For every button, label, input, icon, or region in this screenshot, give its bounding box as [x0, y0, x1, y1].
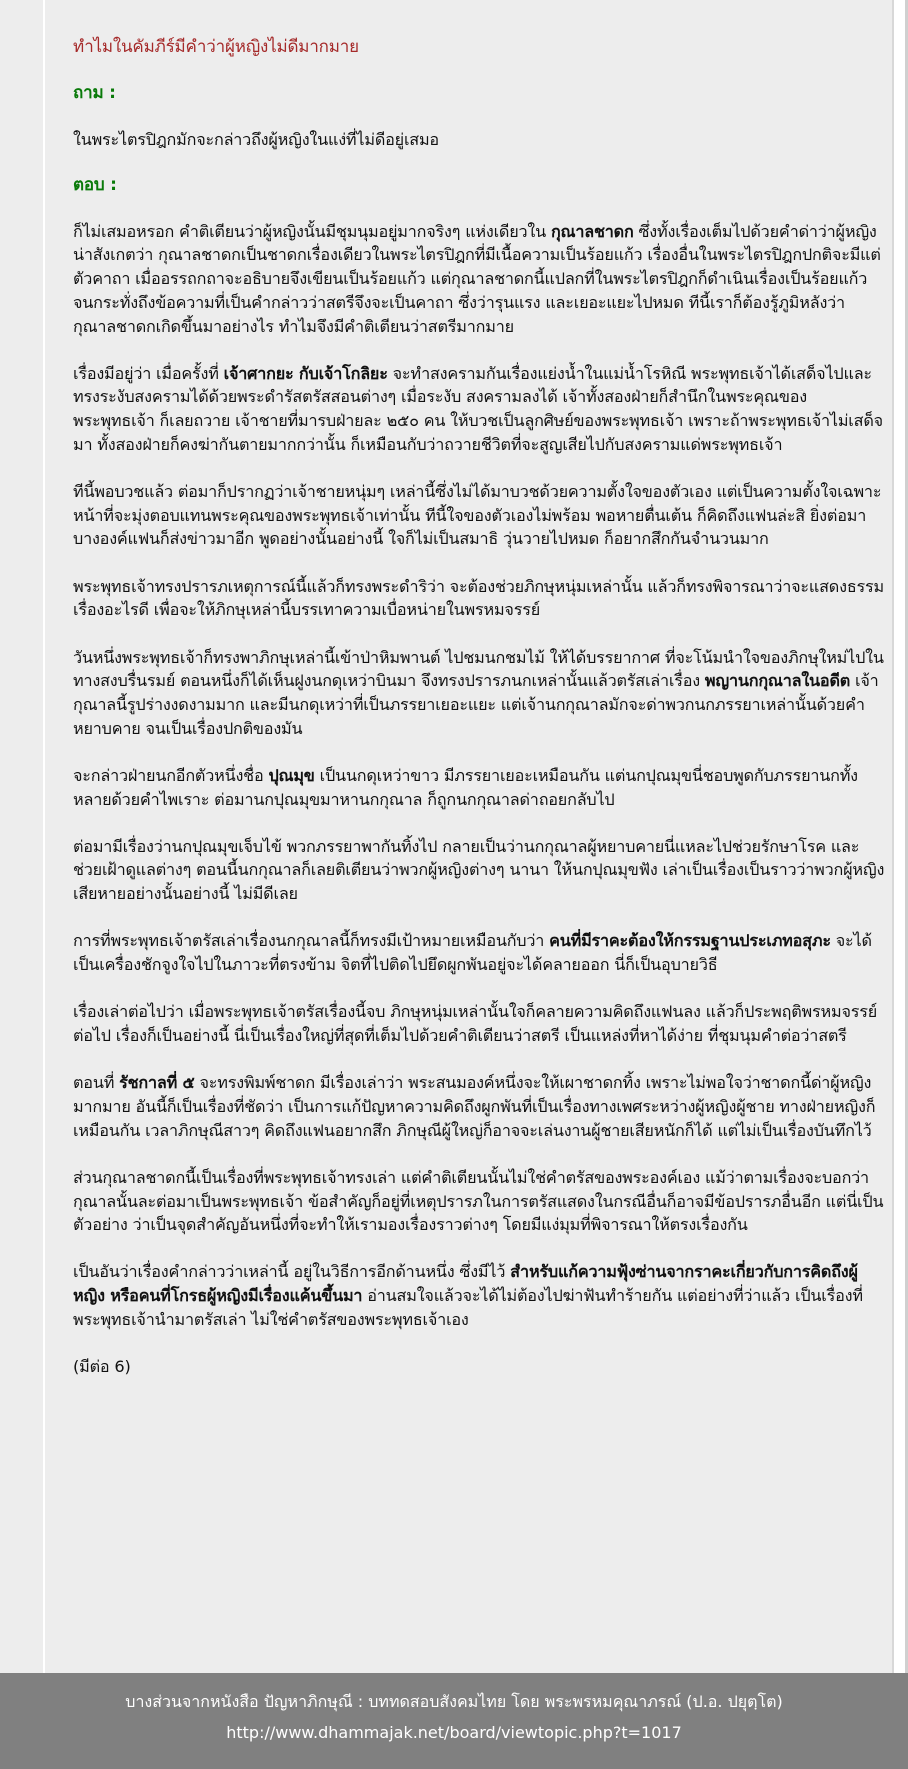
answer-paragraph: [73, 575, 885, 622]
question-label: ถาม :: [73, 83, 116, 103]
answer-paragraph: [73, 362, 885, 457]
paragraph-bold-text: สำหรับแก้ความฟุ้งซ่านจากราคะเกี่ยวกับการคิดถึงผู้หญิง หรือคนที่โกรธผู้หญิงมีเรื่องแค้นขึ้นมา: [73, 1262, 858, 1306]
paragraph-text: จะกล่าวฝ่ายนกอีกตัวหนึ่งชื่อ: [73, 765, 269, 785]
answer-body: [73, 220, 885, 1332]
question-text: ในพระไตรปิฎกมักจะกล่าวถึงผู้หญิงในแง่ที่ไม่ดีอยู่เสมอ: [73, 130, 439, 149]
answer-paragraph: [73, 835, 885, 906]
answer-paragraph: [73, 646, 885, 741]
paragraph-text: เป็นนกดุเหว่าขาว มีภรรยาเยอะเหมือนกัน แต่นกปุณมุขนี่ชอบพูดกับภรรยานกทั้งหลายด้วยคำไพเราะ ต่อมานกปุณมุขมาหานกกุณาล ก็ถูกนกกุณาลด่าถอยกลับไป: [73, 765, 858, 809]
paragraph-bold-text: ปุณมุข: [268, 765, 315, 785]
paragraph-bold-text: คนที่มีราคะต้องให้กรรมฐานประเภทอสุภะ: [549, 931, 831, 951]
right-gutter: [894, 0, 905, 1673]
paragraph-text: ทีนี้พอบวชแล้ว ต่อมาก็ปรากฏว่าเจ้าชายหนุ่มๆ เหล่านี้ซึ่งไม่ได้มาบวชด้วยความตั้งใจของตัวเอง แต่เป็นความตั้งใจเฉพาะหน้าที่จะมุ่งตอบแทนพระคุณของพระพุทธเจ้าเท่านั้น ทีนี้ใจของตัวเองไม่พร้อม พอหายตื่นเต้น ก็คิดถึงแฟนล่ะสิ ยิ่งต่อมาบางองค์แฟนก็ส่งข่าวมาอีก พูดอย่างนั้นอย่างนี้ ใจก็ไม่เป็นสมาธิ วุ่นวายไปหมด ก็อยากสึกกันจำนวนมาก: [73, 482, 882, 549]
answer-paragraph: [73, 480, 885, 551]
answer-paragraph: [73, 764, 885, 811]
answer-label: ตอบ :: [73, 174, 117, 195]
paragraph-bold-text: พญานกกุณาลในอดีต: [704, 671, 851, 691]
paragraph-text: เป็นอันว่าเรื่องคำกล่าวว่าเหล่านี้ อยู่ในวิธีการอีกด้านหนึ่ง ซึ่งมีไว้: [73, 1262, 511, 1282]
answer-paragraph: [73, 1166, 885, 1237]
footer-source-credit: บางส่วนจากหนังสือ ปัญหาภิกษุณี : บททดสอบสังคมไทย โดย พระพรหมคุณาภรณ์ (ป.อ. ปยุตฺโต): [125, 1692, 783, 1711]
paragraph-bold-text: เจ้าศากยะ กับเจ้าโกลิยะ: [223, 363, 388, 383]
paragraph-text: การที่พระพุทธเจ้าตรัสเล่าเรื่องนกกุณาลนี้ก็ทรงมีเป้าหมายเหมือนกับว่า: [73, 931, 550, 951]
article: [73, 36, 885, 1379]
left-border-line: [43, 0, 45, 1673]
answer-paragraph: [73, 1071, 885, 1142]
answer-paragraph: [73, 1000, 885, 1047]
continued-note: (มีต่อ 6): [73, 1357, 131, 1377]
paragraph-text: ก็ไม่เสมอหรอก คำติเตียนว่าผู้หญิงนั้นมีชุมนุมอยู่มากจริงๆ แห่งเดียวใน: [73, 221, 551, 241]
paragraph-text: ตอนที่: [73, 1073, 120, 1093]
answer-paragraph: [73, 929, 885, 976]
article-title: ทำไมในคัมภีร์มีคำว่าผู้หญิงไม่ดีมากมาย: [73, 37, 359, 57]
paragraph-text: ซึ่งทั้งเรื่องเต็มไปด้วยคำด่าว่าผู้หญิง น่าสังเกตว่า กุณาลชาดกเป็นชาดกเรื่องเดียวในพระไตรปิฎกที่มีเนื้อความเป็นร้อยแก้ว เรื่องอื่นในพระไตรปิฎกปกติจะมีแต่ตัวคาถา เมื่ออรรถกถาจะอธิบายจึงเขียนเป็นร้อยแก้ว แต่กุณาลชาดกนี้แปลกที่ในพระไตรปิฎกก็ดำเนินเรื่องเป็นร้อยแก้ว จนกระทั่งถึงข้อความที่เป็นคำกล่าวว่าสตรีจึงจะเป็นคาถา ซึ่งว่ารุนแรง และเยอะแยะไปหมด ทีนี้เราก็ต้องรู้ภูมิหลังว่ากุณาลชาดกเกิดขึ้นมาอย่างไร ทำไมจึงมีคำติเตียนว่าสตรีมากมาย: [73, 221, 881, 336]
paragraph-text: วันหนึ่งพระพุทธเจ้าก็ทรงพาภิกษุเหล่านี้เข้าป่าหิมพานต์ ไปชมนกชมไม้ ให้ได้บรรยากาศ ที่จะโน้มนำใจของภิกษุใหม่ไปในทางสงบรื่นรมย์ ตอนหนึ่งก็ได้เห็นฝูงนกดุเหว่าบินมา จึงทรงปรารภนกเหล่านั้นแล้วตรัสเล่าเรื่อง: [73, 647, 884, 691]
answer-paragraph: [73, 1260, 885, 1331]
paragraph-bold-text: รัชกาลที่ ๕: [119, 1073, 195, 1093]
paragraph-text: เจ้ากุณาลนี้รูปร่างงดงามมาก และมีนกดุเหว่าที่เป็นภรรยาเยอะแยะ แต่เจ้านกกุณาลมักจะด่าพวกนกภรรยาเหล่านั้นด้วยคำหยาบคาย จนเป็นเรื่องปกติของมัน: [73, 671, 879, 738]
answer-paragraph: [73, 220, 885, 339]
paragraph-text: เรื่องมีอยู่ว่า เมื่อครั้งที่: [73, 363, 224, 383]
paragraph-text: พระพุทธเจ้าทรงปรารภเหตุการณ์นี้แล้วก็ทรงพระดำริว่า จะต้องช่วยภิกษุหนุ่มเหล่านั้น แล้วก็ทรงพิจารณาว่าจะแสดงธรรมเรื่องอะไรดี เพื่อจะให้ภิกษุเหล่านี้บรรเทาความเบื่อหน่ายในพรหมจรรย์: [73, 576, 884, 620]
footer-source-link[interactable]: http://www.dhammajak.net/board/viewtopic.php?t=1017: [226, 1723, 682, 1742]
paragraph-text: ต่อมามีเรื่องว่านกปุณมุขเจ็บไข้ พวกภรรยาพากันทิ้งไป กลายเป็นว่านกกุณาลผู้หยาบคายนี่แหละไปช่วยรักษาโรค และช่วยเฝ้าดูแลต่างๆ ตอนนี้นกกุณาลก็เลยติเตียนว่าพวกผู้หญิงต่างๆ นานา ให้นกปุณมุขฟัง เล่าเป็นเรื่องเป็นราวว่าพวกผู้หญิงเสียหายอย่างนั้นอย่างนี้ ไม่มีดีเลย: [73, 836, 885, 904]
paragraph-text: จะได้เป็นเครื่องชักจูงใจไปในภาวะที่ตรงข้าม จิตที่ไปติดไปยึดผูกพันอยู่จะได้คลายออก นี่ก็เป็นอุบายวิธี: [73, 931, 872, 975]
paragraph-text: อ่านสมใจแล้วจะได้ไม่ต้องไปฆ่าฟันทำร้ายกัน แต่อย่างที่ว่าแล้ว เป็นเรื่องที่พระพุทธเจ้านำมาตรัสเล่า ไม่ใช่คำตรัสของพระพุทธเจ้าเอง: [73, 1286, 863, 1329]
paragraph-bold-text: กุณาลชาดก: [550, 221, 634, 241]
paragraph-text: จะทำสงครามกันเรื่องแย่งน้ำในแม่น้ำโรหิณี พระพุทธเจ้าได้เสด็จไปและทรงระงับสงครามได้ด้วยพระดำรัสตรัสสอนต่างๆ เมื่อระงับ สงครามลงได้ เจ้าทั้งสองฝ่ายก็สำนึกในพระคุณของพระพุทธเจ้า ก็เลยถวาย เจ้าชายที่มารบฝ่ายละ ๒๕๐ คน ให้บวชเป็นลูกศิษย์ของพระพุทธเจ้า เพราะถ้าพระพุทธเจ้าไม่เสด็จมา ทั้งสองฝ่ายก็คงฆ่ากันตายมากกว่านั้น ก็เหมือนกับว่าถวายชีวิตที่จะสูญเสียไปกับสงครามแด่พระพุทธเจ้า: [73, 363, 883, 454]
paragraph-text: ส่วนกุณาลชาดกนี้เป็นเรื่องที่พระพุทธเจ้าทรงเล่า แต่คำติเตียนนั้นไม่ใช่คำตรัสของพระองค์เอง แม้ว่าตามเรื่องจะบอกว่ากุณาลนั้นละต่อมาเป็นพระพุทธเจ้า ข้อสำคัญก็อยู่ที่เหตุปรารภในการตรัสแสดงในกรณีอื่นก็อาจมีข้อปรารภอื่นอีก แต่นี่เป็นตัวอย่าง ว่าเป็นจุดสำคัญอันหนึ่งที่จะทำให้เรามองเรื่องราวต่างๆ โดยมีแง่มุมที่พิจารณาให้ตรงเรื่องกัน: [73, 1167, 884, 1235]
footer: [0, 1673, 908, 1769]
paragraph-text: เรื่องเล่าต่อไปว่า เมื่อพระพุทธเจ้าตรัสเรื่องนี้จบ ภิกษุหนุ่มเหล่านั้นใจก็คลายความคิดถึงแฟนลง แล้วก็ประพฤติพรหมจรรย์ต่อไป เรื่องก็เป็นอย่างนี้ นี่เป็นเรื่องใหญ่ที่สุดที่เต็มไปด้วยคำติเตียนว่าสตรี เป็นแหล่งที่หาได้ง่าย ที่ชุมนุมคำต่อว่าสตรี: [73, 1002, 878, 1045]
paragraph-text: จะทรงพิมพ์ชาดก มีเรื่องเล่าว่า พระสนมองค์หนึ่งจะให้เผาชาดกทิ้ง เพราะไม่พอใจว่าชาดกนี้ด่าผู้หญิงมากมาย อันนี้ก็เป็นเรื่องที่ชัดว่า เป็นการแก้ปัญหาความคิดถึงผูกพันที่เป็นเรื่องทางเพศระหว่างผู้หญิงผู้ชาย ทางฝ่ายหญิงก็เหมือนกัน เวลาภิกษุณีสาวๆ คิดถึงแฟนอยากสึก ภิกษุณีผู้ใหญ่ก็อาจจะเล่นงานผู้ชายเสียหนักก็ได้ แต่ไม่เป็นเรื่องบันทึกไว้: [73, 1073, 876, 1140]
